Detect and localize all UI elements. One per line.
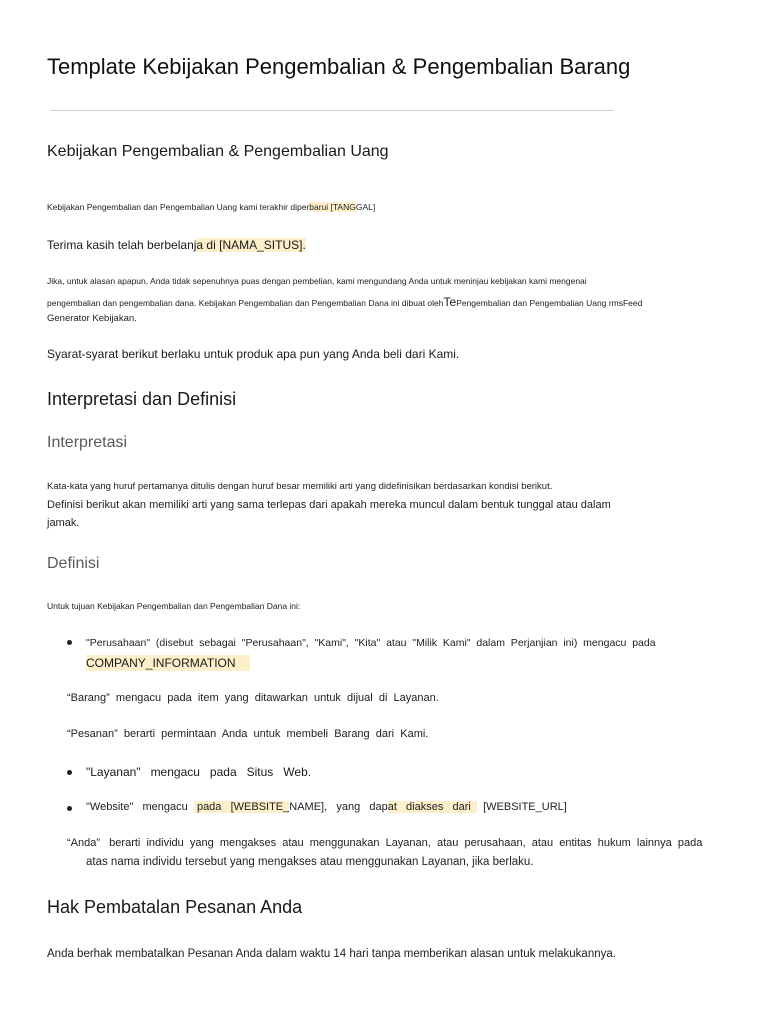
site-name-placeholder: a di [NAMA_SITUS]. (196, 238, 306, 252)
website-name-placeholder: pada [WEBSITE_ (193, 801, 290, 813)
definitions-intro: Untuk tujuan Kebijakan Pengembalian dan Pengembalian Dana ini: (47, 601, 301, 611)
website-text-a: "Website" mengacu (86, 801, 194, 813)
last-updated-line (47, 202, 375, 212)
last-updated-suffix: GAL] (355, 202, 376, 212)
company-information-placeholder: COMPANY_INFORMATION (86, 655, 250, 671)
definition-website (86, 801, 567, 813)
cancellation-text: Anda berhak membatalkan Pesanan Anda dalam waktu 14 hari tanpa memberikan alasan untuk melakukannya. (47, 948, 616, 960)
definition-order: “Pesanan” berarti permintaan Anda untuk membeli Barang dari Kami. (67, 728, 429, 740)
cancellation-heading: Hak Pembatalan Pesanan Anda (47, 897, 303, 917)
intro-line-1: Jika, untuk alasan apapun, Anda tidak sepenuhnya puas dengan pembelian, kami mengundang Anda untuk meninjau kebijakan kami mengenai (47, 276, 587, 286)
terms-apply-text: Syarat-syarat berikut berlaku untuk produk apa pun yang Anda beli dari Kami. (47, 347, 460, 361)
intro-line-2c: Pengembalian dan Pengembalian Uang rmsFeed (456, 298, 643, 308)
interpretation-line-3: jamak. (47, 517, 80, 529)
thanks-line (47, 238, 306, 252)
definition-you-line-2: atas nama individu tersebut yang mengakses atau menggunakan Layanan, jika berlaku. (86, 856, 534, 868)
document-title: Template Kebijakan Pengembalian & Pengembalian Barang (47, 54, 631, 79)
definition-company: "Perusahaan" (disebut sebagai "Perusahaan", "Kami", "Kita" atau "Milik Kami" dalam Perjanjian ini) mengacu pada (86, 637, 656, 649)
interpretation-line-2: Definisi berikut akan memiliki arti yang sama terlepas dari apakah mereka muncul dalam bentuk tunggal atau dalam (47, 499, 611, 511)
title-divider (50, 110, 614, 111)
intro-line-2b: Te (443, 295, 457, 309)
bullet-icon (67, 770, 72, 775)
interpretation-line-1: Kata-kata yang huruf pertamanya ditulis dengan huruf besar memiliki arti yang didefinisikan berdasarkan kondisi berikut. (47, 481, 553, 492)
interpretation-heading: Interpretasi (47, 434, 128, 451)
definition-goods: “Barang” mengacu pada item yang ditawarkan untuk dijual di Layanan. (67, 692, 439, 704)
last-updated-prefix: Kebijakan Pengembalian dan Pengembalian Uang kami terakhir diper (47, 202, 310, 212)
intro-line-2a: pengembalian dan pengembalian dana. Kebijakan Pengembalian dan Pengembalian Dana ini dibuat oleh (47, 298, 444, 308)
website-access-highlight: at diakses dari (387, 801, 477, 813)
intro-line-3: Generator Kebijakan. (47, 313, 137, 324)
definition-you-line-1: “Anda” berarti individu yang mengakses atau menggunakan Layanan, atau perusahaan, atau entitas hukum lainnya pada (67, 837, 703, 849)
interpretation-definitions-heading: Interpretasi dan Definisi (47, 389, 237, 409)
website-text-b: NAME], yang dap (289, 801, 388, 813)
bullet-icon (67, 640, 72, 645)
bullet-icon (67, 806, 72, 811)
section-heading: Kebijakan Pengembalian & Pengembalian Uang (47, 143, 389, 160)
definitions-heading: Definisi (47, 555, 100, 572)
website-url-placeholder: [WEBSITE_URL] (476, 801, 567, 813)
thanks-prefix: Terima kasih telah berbelanj (47, 238, 197, 252)
last-updated-highlight: barui [TANG (309, 202, 356, 212)
intro-line-2 (47, 295, 642, 309)
definition-service: "Layanan" mengacu pada Situs Web. (86, 765, 312, 779)
